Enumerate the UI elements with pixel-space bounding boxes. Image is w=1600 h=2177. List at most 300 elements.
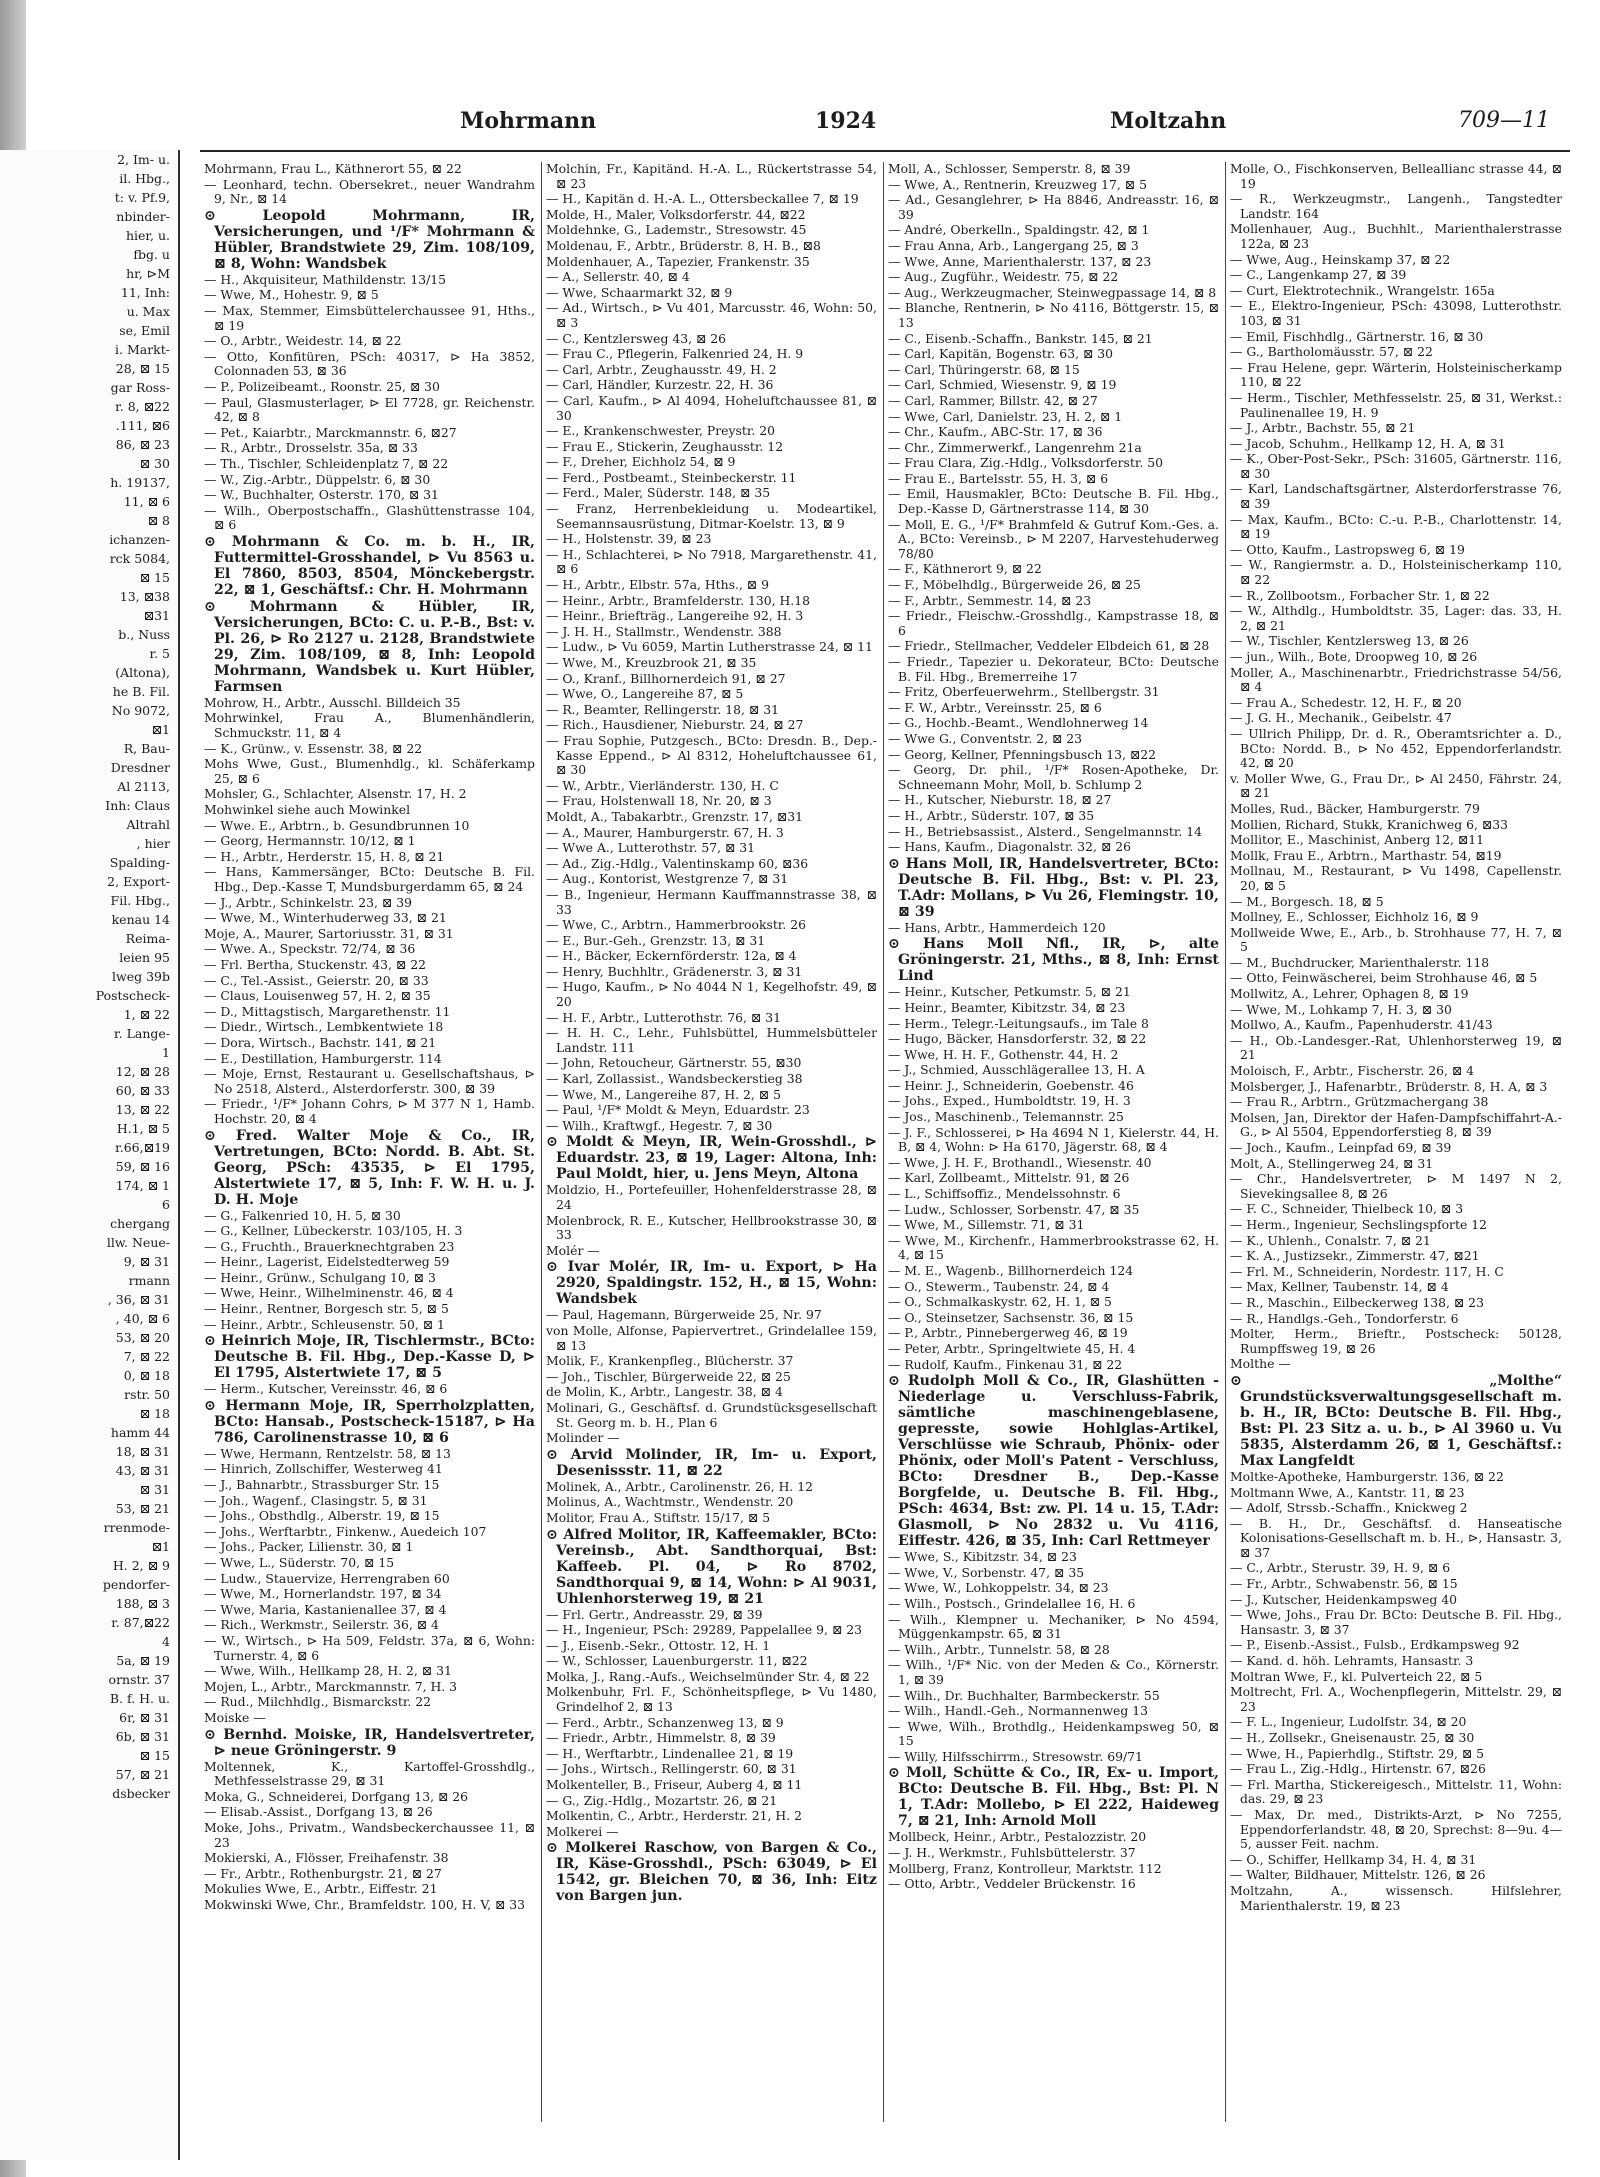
directory-entry: — Wwe. A., Speckstr. 72/74, ⊠ 36 — [204, 941, 416, 957]
directory-entry: — Leonhard, techn. Obersekret., neuer Wandrahm 9, Nr., ⊠ 14 — [204, 176, 535, 207]
directory-entry: Mokwinski Wwe, Chr., Bramfeldstr. 100, H. V, ⊠ 33 — [204, 1896, 526, 1912]
directory-entry: — Carl, Kaufm., ⊳ Al 4094, Hoheluftchaussee 81, ⊠ 30 — [546, 392, 877, 423]
directory-entry: — Hans, Kammersänger, BCto: Deutsche B. Fil. Hbg., Dep.-Kasse T, Mundsburgerdamm 65, ⊠ 24 — [204, 864, 535, 894]
directory-entry: — H., Akquisiteur, Mathildenstr. 13/15 — [204, 271, 447, 287]
directory-entry: — W., Rangiermstr. a. D., Holsteinischerkamp 110, ⊠ 22 — [1230, 557, 1562, 588]
directory-entry: — John, Retoucheur, Gärtnerstr. 55, ⊠30 — [546, 1055, 802, 1071]
firm-entry: ⊙ Ivar Molér, IR, Im- u. Export, ⊳ Ha 2920, Spaldingstr. 152, H., ⊠ 15, Wohn: Wandsbek — [546, 1259, 877, 1308]
directory-entry: — Herm., Telegr.-Leitungsaufs., im Tale 8 — [888, 1015, 1149, 1031]
directory-entry: — Wwe, M., Kreuzbrook 21, ⊠ 35 — [546, 655, 757, 670]
directory-entry: — Karl, Landschaftsgärtner, Alsterdorferstrasse 76, ⊠ 39 — [1230, 481, 1562, 512]
firm-entry: ⊙ Moll, Schütte & Co., IR, Ex- u. Import, BCto: Deutsche B. Fil. Hbg., Bst: Pl. N 1, T.Adr: Mollebo, ⊳ El 222, Haideweg 7, ⊠ 21, Inh: Arnold Moll — [888, 1765, 1219, 1830]
facing-fragment: r.66,⊠19 — [115, 1140, 170, 1155]
directory-entry: — P., Eisenb.-Assist., Fulsb., Erdkampsweg 92 — [1230, 1637, 1520, 1653]
directory-entry: — H., Ingenieur, PSch: 29289, Pappelallee 9, ⊠ 23 — [546, 1622, 863, 1638]
directory-entry: — Kand. d. höh. Lehramts, Hansastr. 3 — [1230, 1653, 1474, 1669]
facing-fragment: 60, ⊠ 33 — [115, 1083, 170, 1098]
facing-fragment: ⊠ 8 — [147, 513, 170, 528]
directory-entry: Mollney, E., Schlosser, Eichholz 16, ⊠ 9 — [1230, 909, 1479, 925]
directory-entry: — Ferd., Postbeamt., Steinbeckerstr. 11 — [546, 469, 797, 485]
firm-entry: ⊙ Alfred Molitor, IR, Kaffeemakler, BCto: Vereinsb., Abt. Sandthorquai, Bst: Kaffeeb. Pl. 04, ⊳ Ro 8702, Sandthorquai 9, ⊠ 14, Wohn: ⊳ Al 9031, Uhlenhorsterweg 19, ⊠ 21 — [546, 1526, 877, 1607]
directory-entry: — Wwe, A., Rentnerin, Kreuzweg 17, ⊠ 5 — [888, 176, 1147, 192]
directory-entry: — Adolf, Strssb.-Schaffn., Knickweg 2 — [1230, 1500, 1468, 1516]
directory-entry: — Wilh., ¹/F* Nic. von der Meden & Co., Körnerstr. 1, ⊠ 39 — [888, 1657, 1219, 1687]
facing-fragment: 43, ⊠ 31 — [115, 1463, 170, 1478]
header-year: 1924 — [815, 108, 877, 134]
directory-entry: — Moje, Ernst, Restaurant u. Gesellschaftshaus, ⊳ No 2518, Alsterd., Alsterdorferstr. 300, ⊠ 39 — [204, 1066, 535, 1096]
facing-fragment: i. Markt- — [115, 342, 170, 357]
directory-entry: — Johs., Wirtsch., Rellingerstr. 60, ⊠ 31 — [546, 1761, 797, 1777]
facing-fragment: nbinder- — [116, 209, 170, 224]
directory-entry: — Wilh., Oberpostschaffn., Glashüttenstrasse 104, ⊠ 6 — [204, 502, 535, 533]
directory-entry: — Friedr., Arbtr., Himmelstr. 8, ⊠ 39 — [546, 1730, 776, 1746]
directory-entry: — O., Stewerm., Taubenstr. 24, ⊠ 4 — [888, 1278, 1110, 1294]
facing-fragment: (Altona), — [115, 665, 170, 680]
directory-entry: Moltran Wwe, F., kl. Pulverteich 22, ⊠ 5 — [1230, 1668, 1483, 1684]
directory-entry: — Heinr., Beamter, Kibitzstr. 34, ⊠ 23 — [888, 999, 1126, 1015]
directory-entry: Molsberger, J., Hafenarbtr., Brüderstr. 8, H. A, ⊠ 3 — [1230, 1078, 1548, 1094]
facing-fragment: 53, ⊠ 20 — [115, 1330, 170, 1345]
directory-entry: — C., Tel.-Assist., Geierstr. 20, ⊠ 33 — [204, 972, 429, 988]
directory-entry: — F., Dreher, Eichholz 54, ⊠ 9 — [546, 454, 736, 470]
facing-fragment: 86, ⊠ 23 — [115, 437, 170, 452]
directory-entry: — M., Borgesch. 18, ⊠ 5 — [1230, 893, 1384, 909]
facing-fragment: Altrahl — [126, 817, 170, 832]
directory-entry: — J. H., Werkmstr., Fuhlsbüttelerstr. 37 — [888, 1845, 1136, 1861]
directory-entry: — G., Falkenried 10, H. 5, ⊠ 30 — [204, 1207, 401, 1223]
directory-entry: — O., Kranf., Billhornerdeich 91, ⊠ 27 — [546, 670, 786, 686]
directory-entry: — Otto, Kaufm., Lastropsweg 6, ⊠ 19 — [1230, 541, 1465, 557]
directory-entry: — J. F., Schlosserei, ⊳ Ha 4694 N 1, Kielerstr. 44, H. B, ⊠ 4, Wohn: ⊳ Ha 6170, Jägerstr. 68, ⊠ 4 — [888, 1124, 1219, 1155]
directory-entry: — R., Handlgs.-Geh., Tondorferstr. 6 — [1230, 1310, 1459, 1326]
directory-entry: — Wwe, Carl, Danielstr. 23, H. 2, ⊠ 1 — [888, 408, 1123, 424]
directory-entry: — H. H. C., Lehr., Fuhlsbüttel, Hummelsbütteler Landstr. 111 — [546, 1025, 877, 1055]
directory-entry: — Joh., Tischler, Bürgerweide 22, ⊠ 25 — [546, 1368, 791, 1384]
facing-fragment: 13, ⊠38 — [119, 589, 170, 604]
directory-entry: — Wwe, L., Süderstr. 70, ⊠ 15 — [204, 1555, 395, 1570]
directory-entry: — Karl, Zollbeamt., Mittelstr. 91, ⊠ 26 — [888, 1170, 1130, 1186]
directory-entry: — Wwe, Maria, Kastanienallee 37, ⊠ 4 — [204, 1601, 447, 1617]
directory-entry: — J., Bahnarbtr., Strassburger Str. 15 — [204, 1477, 440, 1493]
directory-columns — [200, 162, 1570, 2122]
directory-entry: Moltrecht, Frl. A., Wochenpflegerin, Mittelstr. 29, ⊠ 23 — [1230, 1684, 1562, 1714]
directory-entry: — Paul, Hagemann, Bürgerweide 25, Nr. 97 — [546, 1307, 822, 1323]
directory-entry: — Frau, Holstenwall 18, Nr. 20, ⊠ 3 — [546, 793, 772, 809]
directory-entry: — Carl, Thüringerstr. 68, ⊠ 15 — [888, 361, 1080, 377]
facing-fragment: 6r, ⊠ 31 — [119, 1710, 170, 1725]
facing-fragment: 2, Export- — [107, 874, 170, 889]
facing-fragment: r. 5 — [149, 646, 170, 661]
directory-entry: Molthe — — [1230, 1356, 1291, 1372]
facing-fragment: dsbecker — [112, 1786, 170, 1801]
directory-entry: — C., Arbtr., Sterustr. 39, H. 9, ⊠ 6 — [1230, 1560, 1451, 1576]
directory-entry: — Heinr., Grünw., Schulgang 10, ⊠ 3 — [204, 1269, 436, 1285]
directory-entry: — Frau Helene, gepr. Wärterin, Holsteinischerkamp 110, ⊠ 22 — [1230, 359, 1562, 390]
directory-entry: — Wwe, Aug., Heinskamp 37, ⊠ 22 — [1230, 251, 1451, 267]
directory-entry: — Wwe, Johs., Frau Dr. BCto: Deutsche B. Fil. Hbg., Hansastr. 3, ⊠ 37 — [1230, 1607, 1562, 1637]
facing-fragment: H.1, ⊠ 5 — [116, 1121, 170, 1136]
directory-entry: Mohsler, G., Schlachter, Alsenstr. 17, H. 2 — [204, 786, 467, 802]
directory-entry: — André, Oberkelln., Spaldingstr. 42, ⊠ 1 — [888, 222, 1150, 238]
directory-entry: — Blanche, Rentnerin, ⊳ No 4116, Böttgerstr. 15, ⊠ 13 — [888, 300, 1219, 330]
directory-entry: — P., Polizeibeamt., Roonstr. 25, ⊠ 30 — [204, 378, 440, 394]
facing-fragment: ichanzen- — [109, 532, 170, 547]
directory-entry: — C., Kentzlersweg 43, ⊠ 26 — [546, 330, 727, 346]
directory-entry: Moltmann Wwe, A., Kantstr. 11, ⊠ 23 — [1230, 1484, 1465, 1500]
facing-fragment: 174, ⊠ 1 — [115, 1178, 170, 1193]
facing-fragment: 11, ⊠ 6 — [123, 494, 170, 509]
page-number: 709—11 — [1458, 108, 1550, 133]
directory-entry: — Heinr., Arbtr., Schleusenstr. 50, ⊠ 1 — [204, 1316, 445, 1332]
directory-entry: — Dora, Wirtsch., Bachstr. 141, ⊠ 21 — [204, 1034, 437, 1050]
directory-entry: Molitor, Frau A., Stiftstr. 15/17, ⊠ 5 — [546, 1509, 771, 1525]
directory-entry: Molsen, Jan, Direktor der Hafen-Dampfschiffahrt-A.-G., ⊳ Al 5504, Eppendorferstieg 8, ⊠ 39 — [1230, 1109, 1562, 1140]
facing-fragment: lweg 39b — [112, 969, 170, 984]
facing-fragment: Dresdner — [110, 760, 170, 775]
directory-entry: Molles, Rud., Bäcker, Hamburgerstr. 79 — [1230, 800, 1480, 816]
directory-entry: — Wwe A., Lutterothstr. 57, ⊠ 31 — [546, 840, 756, 856]
directory-entry: — H., Kutscher, Nieburstr. 18, ⊠ 27 — [888, 792, 1112, 808]
directory-entry: — Frau E., Bartelsstr. 55, H. 3, ⊠ 6 — [888, 470, 1109, 486]
directory-entry: — Wwe, M., Kirchenfr., Hammerbrookstrasse 62, H. 4, ⊠ 15 — [888, 1232, 1219, 1263]
directory-entry: — E., Bur.-Geh., Grenzstr. 13, ⊠ 31 — [546, 932, 766, 948]
directory-entry: Molenbrock, R. E., Kutscher, Hellbrookstrasse 30, ⊠ 33 — [546, 1212, 877, 1243]
facing-fragment: Al 2113, — [117, 779, 170, 794]
directory-entry: Moloisch, F., Arbtr., Fischerstr. 26, ⊠ 4 — [1230, 1063, 1475, 1079]
facing-fragment: 6 — [162, 1197, 170, 1212]
directory-entry: — Carl, Kapitän, Bogenstr. 63, ⊠ 30 — [888, 346, 1114, 362]
column-3 — [884, 162, 1226, 2122]
directory-entry: — W., Tischler, Kentzlersweg 13, ⊠ 26 — [1230, 633, 1469, 649]
directory-entry: — Wwe, Heinr., Wilhelminenstr. 46, ⊠ 4 — [204, 1285, 454, 1301]
directory-entry: Mollwitz, A., Lehrer, Ophagen 8, ⊠ 19 — [1230, 986, 1469, 1002]
facing-fragment: r. 8, ⊠22 — [115, 399, 170, 414]
facing-fragment: hamm 44 — [110, 1425, 170, 1440]
directory-entry: — R., Werkzeugmstr., Langenh., Tangstedter Landstr. 164 — [1230, 191, 1562, 221]
directory-entry: Moltzahn, A., wissensch. Hilfslehrer, Marienthalerstr. 19, ⊠ 23 — [1230, 1882, 1562, 1913]
firm-entry: ⊙ Bernhd. Moiske, IR, Handelsvertreter, ⊳ neue Gröningerstr. 9 — [204, 1726, 535, 1759]
directory-entry: Mokierski, A., Flösser, Freihafenstr. 38 — [204, 1850, 449, 1866]
facing-fragment: 28, ⊠ 15 — [115, 361, 170, 376]
directory-entry: — Frau C., Pflegerin, Falkenried 24, H. 9 — [546, 346, 804, 362]
firm-entry: ⊙ Molkerei Raschow, von Bargen & Co., IR, Käse-Grosshdl., PSch: 63049, ⊳ El 1542, gr. Bleichen 70, ⊠ 36, Inh: Eitz von Bargen jun. — [546, 1840, 877, 1905]
directory-entry: — Frau A., Schedestr. 12, H. F., ⊠ 20 — [1230, 694, 1462, 710]
directory-entry: Mollenhauer, Aug., Buchhlt., Marienthalerstrasse 122a, ⊠ 23 — [1230, 221, 1562, 251]
directory-entry: — E., Krankenschwester, Preystr. 20 — [546, 423, 776, 439]
directory-entry: — Pet., Kaiarbtr., Marckmannstr. 6, ⊠27 — [204, 424, 457, 440]
directory-entry: Mojen, L., Arbtr., Marckmannstr. 7, H. 3 — [204, 1678, 458, 1694]
directory-entry: Mohrow, H., Arbtr., Ausschl. Billdeich 35 — [204, 694, 461, 710]
facing-fragment: 57, ⊠ 21 — [115, 1767, 170, 1782]
directory-entry: — Friedr., Fleischw.-Grosshdlg., Kampstrasse 18, ⊠ 6 — [888, 608, 1219, 638]
firm-entry: ⊙ Moldt & Meyn, IR, Wein-Grosshdl., ⊳ Eduardstr. 23, ⊠ 19, Lager: Altona, Inh: Paul Moldt, hier, u. Jens Meyn, Altona — [546, 1134, 877, 1183]
directory-entry: — Wwe, Wilh., Brothdlg., Heidenkampsweg 50, ⊠ 15 — [888, 1718, 1219, 1749]
directory-entry: — Wwe, H., Papierhdlg., Stiftstr. 29, ⊠ 5 — [1230, 1745, 1485, 1761]
firm-entry: ⊙ Hermann Moje, IR, Sperrholzplatten, BCto: Hansab., Postscheck-15187, ⊳ Ha 786, Carolinenstrasse 10, ⊠ 6 — [204, 1397, 535, 1446]
facing-fragment: fbg. u — [133, 247, 170, 262]
facing-fragment: .111, ⊠6 — [115, 418, 170, 433]
directory-entry: — Wwe G., Conventstr. 2, ⊠ 23 — [888, 730, 1083, 746]
directory-entry: Mohrmann, Frau L., Käthnerort 55, ⊠ 22 — [204, 162, 462, 176]
directory-entry: — J., Eisenb.-Sekr., Ottostr. 12, H. 1 — [546, 1637, 771, 1653]
directory-entry: — Frau Sophie, Putzgesch., BCto: Dresdn. B., Dep.-Kasse Eppend., ⊳ Al 8312, Hoheluftchaussee 61, ⊠ 30 — [546, 732, 877, 778]
directory-entry: Molde, H., Maler, Volksdorferstr. 44, ⊠22 — [546, 206, 806, 222]
facing-fragment: u. Max — [126, 304, 170, 319]
header-first-name: Mohrmann — [460, 108, 597, 134]
facing-fragment: rck 5084, — [109, 551, 170, 566]
directory-entry: — Heinr., Lagerist, Eidelstedterweg 59 — [204, 1254, 450, 1270]
facing-fragment: ⊠ 15 — [139, 570, 170, 585]
facing-fragment: 6b, ⊠ 31 — [115, 1729, 170, 1744]
directory-entry: Moka, G., Schneiderei, Dorfgang 13, ⊠ 26 — [204, 1788, 469, 1804]
directory-entry: — Walter, Bildhauer, Mittelstr. 126, ⊠ 26 — [1230, 1867, 1486, 1883]
column-2 — [542, 162, 884, 2122]
directory-entry: — Claus, Louisenweg 57, H. 2, ⊠ 35 — [204, 988, 431, 1004]
directory-entry: — Emil, Fischhdlg., Gärtnerstr. 16, ⊠ 30 — [1230, 328, 1484, 344]
directory-entry: — M. E., Wagenb., Billhornerdeich 124 — [888, 1263, 1134, 1278]
directory-entry: — Paul, ¹/F* Moldt & Meyn, Eduardstr. 23 — [546, 1102, 810, 1118]
directory-entry: Molinari, G., Geschäftsf. d. Grundstücksgesellschaft St. Georg m. b. H., Plan 6 — [546, 1399, 877, 1430]
directory-entry: — Frl. M., Schneiderin, Nordestr. 117, H. C — [1230, 1263, 1504, 1279]
directory-entry: — Otto, Feinwäscherei, beim Strohhause 46, ⊠ 5 — [1230, 970, 1538, 986]
directory-entry: — Aug., Zugführ., Weidestr. 75, ⊠ 22 — [888, 269, 1119, 285]
directory-entry: — Frl. Gertr., Andreasstr. 29, ⊠ 39 — [546, 1606, 763, 1622]
directory-entry: Mollwo, A., Kaufm., Papenhuderstr. 41/43 — [1230, 1017, 1493, 1033]
header-last-name: Moltzahn — [1110, 108, 1227, 134]
directory-entry: Molinus, A., Wachtmstr., Wendenstr. 20 — [546, 1494, 794, 1510]
directory-entry: — Chr., Zimmerwerkf., Langenrehm 21a — [888, 439, 1142, 455]
directory-entry: — Heinr., Briefträg., Langereihe 92, H. 3 — [546, 608, 804, 624]
directory-entry: — Frau R., Arbtrn., Grützmachergang 38 — [1230, 1094, 1489, 1110]
directory-entry: Molter, Herm., Brieftr., Postscheck: 50128, Rumpffsweg 19, ⊠ 26 — [1230, 1326, 1562, 1356]
firm-entry: ⊙ Hans Moll Nfl., IR, ⊳, alte Gröningerstr. 21, Mths., ⊠ 8, Inh: Ernst Lind — [888, 936, 1219, 985]
column-1 — [200, 162, 542, 2122]
directory-entry: — H., Arbtr., Herderstr. 15, H. 8, ⊠ 21 — [204, 848, 445, 864]
facing-fragment: chergang — [110, 1216, 170, 1231]
directory-entry: Moje, A., Maurer, Sartoriusstr. 31, ⊠ 31 — [204, 925, 454, 941]
directory-entry: — Elisab.-Assist., Dorfgang 13, ⊠ 26 — [204, 1804, 433, 1820]
directory-entry: — Rudolf, Kaufm., Finkenau 31, ⊠ 22 — [888, 1356, 1123, 1372]
directory-entry: — Ad., Gesanglehrer, ⊳ Ha 8846, Andreasstr. 16, ⊠ 39 — [888, 192, 1219, 222]
directory-entry: v. Moller Wwe, G., Frau Dr., ⊳ Al 2450, Fährstr. 24, ⊠ 21 — [1230, 770, 1562, 801]
facing-fragment: he B. Fil. — [112, 684, 170, 699]
directory-entry: — Otto, Arbtr., Veddeler Brückenstr. 16 — [888, 1876, 1136, 1892]
directory-entry: Molkenteller, B., Friseur, Auberg 4, ⊠ 11 — [546, 1777, 803, 1793]
facing-fragment: kenau 14 — [111, 912, 170, 927]
directory-entry: — Ferd., Maler, Süderstr. 148, ⊠ 35 — [546, 485, 771, 501]
facing-fragment: h. 19137, — [110, 475, 170, 490]
directory-entry: — J. H. H., Stallmstr., Wendenstr. 388 — [546, 623, 782, 639]
directory-entry: — Wwe, Wilh., Hellkamp 28, H. 2, ⊠ 31 — [204, 1663, 452, 1679]
directory-entry: — F. W., Arbtr., Vereinsstr. 25, ⊠ 6 — [888, 699, 1102, 715]
directory-entry: — Frau L., Zig.-Hdlg., Hirtenstr. 67, ⊠26 — [1230, 1761, 1486, 1777]
directory-entry: — Max, Dr. med., Distrikts-Arzt, ⊳ No 7255, Eppendorferlandstr. 48, ⊠ 20, Sprechst: 8—9u. 4—5, ausser Feit. nachm. — [1230, 1806, 1562, 1852]
directory-entry: Mohrwinkel, Frau A., Blumenhändlerin, Schmuckstr. 11, ⊠ 4 — [204, 710, 535, 741]
directory-entry: — Fr., Arbtr., Schwabenstr. 56, ⊠ 15 — [1230, 1576, 1458, 1592]
directory-entry: — Georg, Hermannstr. 10/12, ⊠ 1 — [204, 833, 416, 849]
directory-entry: — Ad., Wirtsch., ⊳ Vu 401, Marcusstr. 46, Wohn: 50, ⊠ 3 — [546, 300, 877, 330]
directory-entry: — E., Destillation, Hamburgerstr. 114 — [204, 1050, 442, 1066]
directory-entry: — Wilh., Handl.-Geh., Normannenweg 13 — [888, 1703, 1148, 1719]
directory-entry: — R., Maschin., Eilbeckerweg 138, ⊠ 23 — [1230, 1294, 1484, 1310]
directory-entry: — Frau Anna, Arb., Langergang 25, ⊠ 3 — [888, 237, 1139, 253]
facing-fragment: r. Lange- — [114, 1026, 170, 1041]
directory-entry: — L., Schiffsoffiz., Mendelssohnstr. 6 — [888, 1186, 1121, 1202]
facing-fragment: t: v. Pf.9, — [114, 190, 170, 205]
directory-entry: — H., Werftarbtr., Lindenallee 21, ⊠ 19 — [546, 1745, 794, 1761]
directory-entry: — Joh., Wagenf., Clasingstr. 5, ⊠ 31 — [204, 1492, 428, 1508]
facing-fragment: Postscheck- — [95, 988, 170, 1003]
directory-entry: — Wwe, M., Hornerlandstr. 197, ⊠ 34 — [204, 1586, 442, 1602]
directory-entry: Moke, Johs., Privatm., Wandsbeckerchaussee 11, ⊠ 23 — [204, 1819, 535, 1850]
directory-entry: Moldenau, F., Arbtr., Brüderstr. 8, H. B., ⊠8 — [546, 237, 821, 253]
directory-entry: Mollberg, Franz, Kontrolleur, Marktstr. 112 — [888, 1860, 1162, 1876]
directory-entry: — J., Arbtr., Bachstr. 55, ⊠ 21 — [1230, 420, 1416, 436]
directory-entry: — Aug., Werkzeugmacher, Steinwegpassage 14, ⊠ 8 — [888, 284, 1217, 300]
directory-entry: von Molle, Alfonse, Papiervertret., Grindelallee 159, ⊠ 13 — [546, 1322, 877, 1353]
directory-entry: — Wwe, V., Sorbenstr. 47, ⊠ 35 — [888, 1564, 1085, 1580]
directory-entry: Mohs Wwe, Gust., Blumenhdlg., kl. Schäferkamp 25, ⊠ 6 — [204, 756, 535, 786]
directory-entry: — W., Arbtr., Vierländerstr. 130, H. C — [546, 777, 779, 793]
directory-entry: — Chr., Kaufm., ABC-Str. 17, ⊠ 36 — [888, 424, 1103, 440]
facing-fragment: gar Ross- — [110, 380, 170, 395]
directory-entry: — Heinr. J., Schneiderin, Goebenstr. 46 — [888, 1077, 1134, 1093]
directory-entry: — Johs., Exped., Humboldtstr. 19, H. 3 — [888, 1093, 1131, 1109]
facing-fragment: 9, ⊠ 31 — [123, 1254, 170, 1269]
directory-entry: de Molin, K., Arbtr., Langestr. 38, ⊠ 4 — [546, 1384, 783, 1400]
firm-entry: ⊙ Rudolph Moll & Co., IR, Glashütten - Niederlage u. Verschluss-Fabrik, sämtliche maschinengeblasene, gepresste, sowie Hohlglas-Artikel, Verschlüsse wie Schraub, Phönix- oder Phönix, oder Moll's Patent - Verschluss, BCto: Dresdner B., Dep.-Kasse Borgfelde, u. Deutsche B. Fil. Hbg., PSch: 4634, Bst: zw. Pl. 14 u. 15, T.Adr: Glasmoll, ⊳ No 2832 u. Vu 4116, Eiffestr. 426, ⊠ 35, Inh: Carl Rettmeyer — [888, 1373, 1219, 1550]
directory-entry: — Herm., Ingenieur, Sechslingspforte 12 — [1230, 1216, 1488, 1232]
directory-page — [200, 100, 1570, 2130]
directory-entry: — Wilh., Dr. Buchhalter, Barmbeckerstr. 55 — [888, 1687, 1160, 1703]
directory-entry: — Johs., Werftarbtr., Finkenw., Auedeich 107 — [204, 1523, 487, 1539]
directory-entry: — G., Kellner, Lübeckerstr. 103/105, H. 3 — [204, 1223, 463, 1239]
directory-entry: — W., Wirtsch., ⊳ Ha 509, Feldstr. 37a, ⊠ 6, Wohn: Turnerstr. 4, ⊠ 6 — [204, 1632, 535, 1663]
facing-fragment: ⊠ 31 — [139, 1482, 170, 1497]
directory-entry: — Curt, Elektrotechnik., Wrangelstr. 165a — [1230, 282, 1495, 298]
directory-entry: — Otto, Konfitüren, PSch: 40317, ⊳ Ha 3852, Colonnaden 53, ⊠ 36 — [204, 348, 535, 379]
directory-entry: — H., Zollsekr., Gneisenaustr. 25, ⊠ 30 — [1230, 1730, 1475, 1745]
directory-entry: — Wwe, H. H. F., Gothenstr. 44, H. 2 — [888, 1046, 1119, 1062]
directory-entry: Moldt, A., Tabakarbtr., Grenzstr. 17, ⊠31 — [546, 808, 804, 824]
directory-entry: — D., Mittagstisch, Margarethenstr. 11 — [204, 1003, 451, 1019]
directory-entry: — J., Kutscher, Heidenkampsweg 40 — [1230, 1591, 1457, 1607]
directory-entry: — Wwe, S., Kibitzstr. 34, ⊠ 23 — [888, 1549, 1077, 1565]
directory-entry: — R., Beamter, Rellingerstr. 18, ⊠ 31 — [546, 701, 780, 717]
directory-entry: — Wwe, M., Hohestr. 9, ⊠ 5 — [204, 287, 379, 303]
facing-fragment: il. Hbg., — [119, 171, 170, 186]
facing-fragment: r. 87,⊠22 — [111, 1615, 170, 1630]
directory-entry: Mollk, Frau E., Arbtrn., Marthastr. 54, ⊠19 — [1230, 847, 1502, 863]
directory-entry: — Max, Stemmer, Eimsbüttelerchaussee 91, Hths., ⊠ 19 — [204, 302, 535, 333]
directory-entry: — Frl. Martha, Stickereigesch., Mittelstr. 11, Wohn: das. 29, ⊠ 23 — [1230, 1776, 1562, 1807]
directory-entry: — Frl. Bertha, Stuckenstr. 43, ⊠ 22 — [204, 956, 426, 972]
firm-entry: ⊙ Arvid Molinder, IR, Im- u. Export, Desenissstr. 11, ⊠ 22 — [546, 1446, 877, 1479]
firm-entry: ⊙ Heinrich Moje, IR, Tischlermstr., BCto: Deutsche B. Fil. Hbg., Dep.-Kasse D, ⊳ El 1795, Alstertwiete 17, ⊠ 5 — [204, 1333, 535, 1382]
facing-fragment: rstr. 50 — [124, 1387, 170, 1402]
directory-entry: — Jos., Maschinenb., Telemannstr. 25 — [888, 1109, 1124, 1125]
facing-fragment: 59, ⊠ 16 — [115, 1159, 170, 1174]
facing-fragment: , 36, ⊠ 31 — [107, 1292, 170, 1307]
facing-fragment: 13, ⊠ 22 — [115, 1102, 170, 1117]
directory-entry: Molik, F., Krankenpfleg., Blücherstr. 37 — [546, 1353, 794, 1369]
firm-entry: ⊙ Mohrmann & Co. m. b. H., IR, Futtermittel-Grosshandel, ⊳ Vu 8563 u. El 7860, 8503, 8504, Mönckebergstr. 22, ⊠ 1, Geschäftsf.: Chr. H. Mohrmann — [204, 533, 535, 598]
facing-fragment: pendorfer- — [102, 1577, 170, 1592]
directory-entry: — Willy, Hilfsschirrm., Stresowstr. 69/71 — [888, 1748, 1143, 1764]
directory-entry: — W., Buchhalter, Osterstr. 170, ⊠ 31 — [204, 487, 439, 503]
directory-entry: — Hugo, Kaufm., ⊳ No 4044 N 1, Kegelhofstr. 49, ⊠ 20 — [546, 979, 877, 1010]
directory-entry: — Peter, Arbtr., Springeltwiete 45, H. 4 — [888, 1340, 1136, 1356]
directory-entry: — F., Möbelhdlg., Bürgerweide 26, ⊠ 25 — [888, 577, 1141, 593]
facing-fragment: ⊠1 — [151, 1539, 170, 1554]
directory-entry: — R., Arbtr., Drosselstr. 35a, ⊠ 33 — [204, 440, 418, 456]
facing-fragment: Spalding- — [109, 855, 170, 870]
directory-entry: — Moll, E. G., ¹/F* Brahmfeld & Gutruf Kom.-Ges. a. A., BCto: Vereinsb., ⊳ M 2207, Harvestehuderweg 78/80 — [888, 516, 1219, 561]
facing-fragment: ⊠31 — [143, 608, 170, 623]
directory-entry: — W., Zig.-Arbtr., Düppelstr. 6, ⊠ 30 — [204, 471, 431, 487]
directory-entry: Moll, A., Schlosser, Semperstr. 8, ⊠ 39 — [888, 162, 1131, 176]
column-4 — [1226, 162, 1568, 2122]
directory-entry: — Ludw., Schlosser, Sorbenstr. 47, ⊠ 35 — [888, 1201, 1140, 1217]
directory-entry: Molchin, Fr., Kapitänd. H.-A. L., Rückertstrasse 54, ⊠ 23 — [546, 162, 877, 191]
directory-entry: — Wwe, Anne, Marienthalerstr. 137, ⊠ 23 — [888, 253, 1152, 269]
directory-entry: — K., Grünw., v. Essenstr. 38, ⊠ 22 — [204, 740, 423, 756]
directory-entry: — F., Käthnerort 9, ⊠ 22 — [888, 561, 1042, 577]
facing-fragment: 0, ⊠ 18 — [123, 1368, 170, 1383]
directory-entry: Moller, A., Maschinenarbtr., Friedrichstrasse 54/56, ⊠ 4 — [1230, 664, 1562, 695]
directory-entry: — Georg, Kellner, Pfenningsbusch 13, ⊠22 — [888, 746, 1157, 762]
directory-entry: — Chr., Handelsvertreter, ⊳ M 1497 N 2, Sievekingsallee 8, ⊠ 26 — [1230, 1171, 1562, 1201]
directory-entry: — Hugo, Bäcker, Hansdorferstr. 32, ⊠ 22 — [888, 1031, 1147, 1047]
facing-fragment: 7, ⊠ 22 — [123, 1349, 170, 1364]
directory-entry: — Max, Kaufm., BCto: C.-u. P.-B., Charlottenstr. 14, ⊠ 19 — [1230, 511, 1562, 542]
facing-fragment: 2, Im- u. — [117, 152, 170, 167]
directory-entry: — Friedr., Stellmacher, Veddeler Elbdeich 61, ⊠ 28 — [888, 638, 1210, 654]
directory-entry: — B. H., Dr., Geschäftsf. d. Hanseatische Kolonisations-Gesellschaft m. b. H., ⊳, Hansastr. 3, ⊠ 37 — [1230, 1515, 1562, 1560]
directory-entry: — Wwe, C., Arbtrn., Hammerbrookstr. 26 — [546, 917, 807, 933]
directory-entry: Mokulies Wwe, E., Arbtr., Eiffestr. 21 — [204, 1881, 438, 1897]
directory-entry: — Wwe, Schaarmarkt 32, ⊠ 9 — [546, 284, 733, 300]
directory-entry: — Wilh., Klempner u. Mechaniker, ⊳ No 4594, Müggenkampstr. 65, ⊠ 31 — [888, 1611, 1219, 1642]
directory-entry: — Emil, Hausmakler, BCto: Deutsche B. Fil. Hbg., Dep.-Kasse D, Gärtnerstrasse 114, ⊠ 30 — [888, 486, 1219, 517]
facing-fragment: ⊠ 15 — [139, 1748, 170, 1763]
directory-entry: — Herm., Tischler, Methfesselstr. 25, ⊠ 31, Werkst.: Paulinenallee 19, H. 9 — [1230, 389, 1562, 420]
directory-entry: — J., Schmied, Ausschlägerallee 13, H. A — [888, 1062, 1145, 1078]
directory-entry: — C., Eisenb.-Schaffn., Bankstr. 145, ⊠ 21 — [888, 330, 1153, 346]
directory-entry: — A., Sellerstr. 40, ⊠ 4 — [546, 269, 690, 285]
directory-entry: Mollitor, E., Maschinist, Anberg 12, ⊠11 — [1230, 832, 1485, 848]
directory-entry: — Wwe, J. H. F., Brothandl., Wiesenstr. 40 — [888, 1154, 1152, 1170]
facing-fragment: Reima- — [125, 931, 170, 946]
directory-entry: Moltke-Apotheke, Hamburgerstr. 136, ⊠ 22 — [1230, 1468, 1504, 1484]
facing-fragment: ornstr. 37 — [108, 1672, 170, 1687]
directory-entry: — jun., Wilh., Bote, Droopweg 10, ⊠ 26 — [1230, 649, 1478, 664]
directory-entry: — A., Maurer, Hamburgerstr. 67, H. 3 — [546, 824, 784, 840]
directory-entry: — Ullrich Philipp, Dr. d. R., Oberamtsrichter a. D., BCto: Nordd. B., ⊳ No 452, Eppendorferlandstr. 42, ⊠ 20 — [1230, 725, 1562, 771]
directory-entry: — Wwe, M., Langereihe 87, H. 2, ⊠ 5 — [546, 1086, 782, 1102]
facing-fragment: llw. Neue- — [106, 1235, 170, 1250]
firm-entry: ⊙ „Molthe“ Grundstücksverwaltungsgesellschaft m. b. H., IR, BCto: Deutsche B. Fil. Hbg., Bst: Pl. 23 Sitz a. u. b., ⊳ Al 3960 u. Vu 5835, Alsterdamm 26, ⊠ 1, Geschäftsf.: Max Langfeldt — [1230, 1372, 1562, 1469]
directory-entry: — C., Langenkamp 27, ⊠ 39 — [1230, 267, 1407, 283]
facing-fragment: H. 2, ⊠ 9 — [112, 1558, 170, 1573]
directory-entry: — Hans, Arbtr., Hammerdeich 120 — [888, 919, 1106, 935]
directory-entry: Moldehnke, G., Lademstr., Stresowstr. 45 — [546, 222, 807, 238]
directory-entry: — Carl, Arbtr., Zeughausstr. 49, H. 2 — [546, 361, 777, 377]
directory-entry: — Wwe, Hermann, Rentzelstr. 58, ⊠ 13 — [204, 1445, 451, 1461]
facing-fragment: ⊠ 18 — [139, 1406, 170, 1421]
directory-entry: — Fr., Arbtr., Rothenburgstr. 21, ⊠ 27 — [204, 1865, 442, 1881]
directory-entry: — Wwe. E., Arbtrn., b. Gesundbrunnen 10 — [204, 817, 470, 833]
